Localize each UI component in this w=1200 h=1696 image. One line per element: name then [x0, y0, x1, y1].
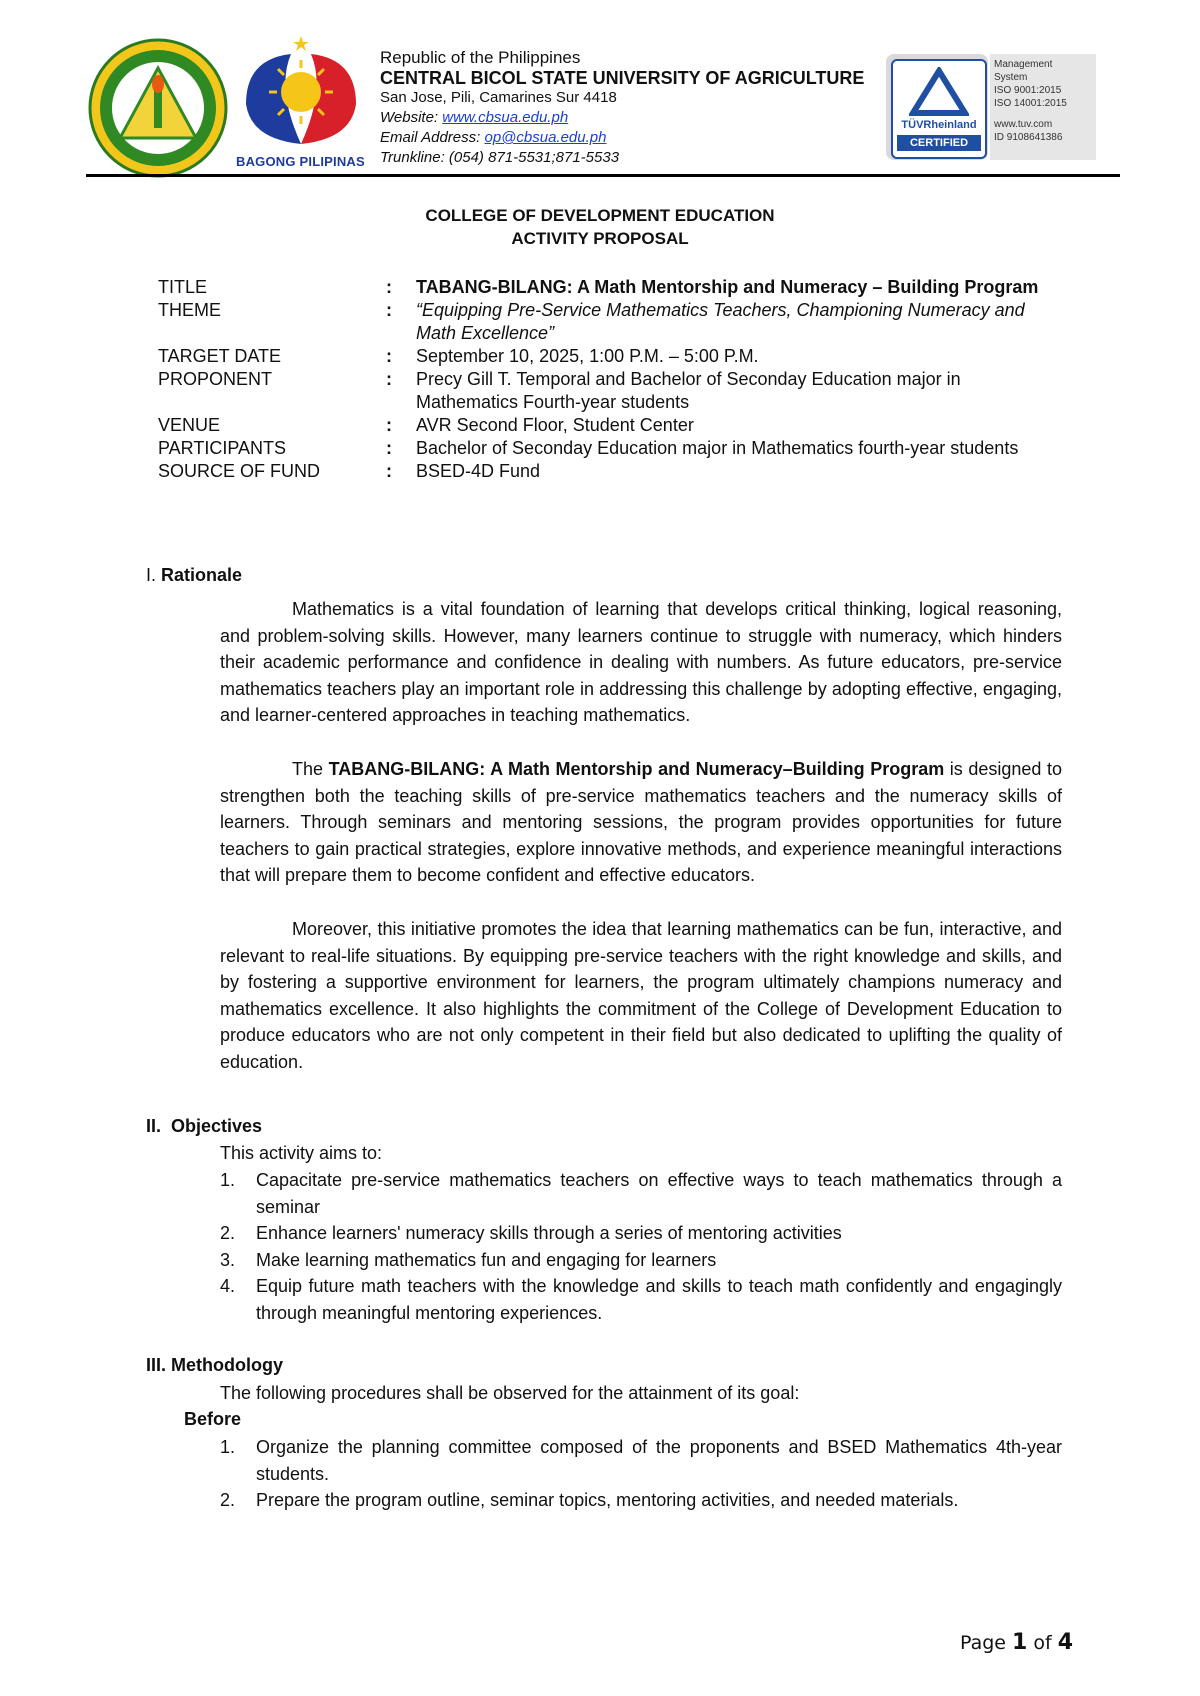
tuv-triangle-icon	[909, 67, 969, 117]
rationale-p2-post: is designed to strengthen both the teaching skills of pre-service mathematics teachers and the numeracy skills of learners. Through seminars and mentoring sessions, the program provides opportunities for future teachers to gain practical strategies, explore innovative methods, and experience meaningful interactions that will prepare them to become confident and effective educators.	[220, 759, 1062, 886]
page-current: 1	[1012, 1630, 1028, 1655]
rationale-heading-text: Rationale	[161, 565, 243, 585]
list-number: 2.	[220, 1490, 236, 1511]
list-number: 2.	[220, 1223, 236, 1244]
page-total: 4	[1057, 1630, 1074, 1655]
page-number	[960, 1630, 1073, 1655]
list-number: 1.	[220, 1170, 236, 1190]
tuv-certified: CERTIFIED	[897, 135, 981, 151]
info-label: VENUE	[158, 415, 221, 435]
info-row-title	[158, 276, 1058, 299]
list-item	[220, 1273, 1062, 1326]
list-item	[220, 1220, 1062, 1247]
rationale-paragraph-2	[220, 756, 1062, 889]
info-row-venue	[158, 414, 1058, 437]
list-text: Prepare the program outline, seminar topics, mentoring activities, and needed materials.	[256, 1490, 959, 1511]
rationale-paragraph-1: Mathematics is a vital foundation of learning that develops critical thinking, logical reasoning, and problem-solving skills. However, many learners continue to struggle with numeracy, which hinders their academic performance and confidence in dealing with numbers. As future educators, pre-service mathematics teachers play an important role in addressing this challenge by adopting effective, engaging, and learner-centered approaches in teaching mathematics.	[220, 599, 1062, 726]
cert-system: System	[994, 72, 1028, 83]
list-text: Enhance learners' numeracy skills through a series of mentoring activities	[256, 1223, 842, 1244]
objectives-intro: This activity aims to:	[220, 1143, 383, 1163]
page-of: of	[1027, 1632, 1058, 1654]
website-line	[380, 108, 880, 128]
methodology-intro: The following procedures shall be observed for the attainment of its goal:	[220, 1383, 800, 1403]
info-label: PROPONENT	[158, 369, 273, 389]
info-label: TITLE	[158, 277, 208, 297]
methodology-before-list	[220, 1434, 1062, 1514]
info-colon: :	[386, 277, 392, 297]
info-value: BSED-4D Fund	[416, 461, 541, 481]
info-row-source-of-fund	[158, 460, 1058, 483]
info-value: September 10, 2025, 1:00 P.M. – 5:00 P.M.	[416, 346, 759, 366]
proposal-title: ACTIVITY PROPOSAL	[511, 229, 689, 248]
list-item	[220, 1247, 1062, 1274]
info-colon: :	[386, 346, 392, 366]
methodology-heading: III. Methodology	[146, 1355, 283, 1375]
list-item	[220, 1487, 1062, 1514]
university-header	[380, 48, 880, 168]
email-label: Email Address:	[380, 129, 485, 146]
university-address: San Jose, Pili, Camarines Sur 4418	[380, 89, 617, 106]
email-line	[380, 128, 880, 148]
info-row-proponent	[158, 368, 1058, 414]
website-link[interactable]: www.cbsua.edu.ph	[442, 109, 569, 126]
info-colon: :	[386, 461, 392, 481]
info-value: AVR Second Floor, Student Center	[416, 415, 694, 435]
info-label: TARGET DATE	[158, 346, 282, 366]
bagong-pilipinas-text: BAGONG PILIPINAS	[236, 154, 365, 169]
trunkline: Trunkline: (054) 871-5531;871-5533	[380, 149, 620, 166]
list-number: 4.	[220, 1276, 236, 1297]
college-title: COLLEGE OF DEVELOPMENT EDUCATION	[425, 206, 775, 225]
before-subheading: Before	[184, 1409, 242, 1429]
university-seal-logo	[88, 38, 228, 178]
info-value: “Equipping Pre-Service Mathematics Teachers, Championing Numeracy and Math Excellence”	[416, 300, 1025, 343]
info-row-participants	[158, 437, 1058, 460]
rationale-p2-program-name: TABANG-BILANG: A Math Mentorship and Numeracy–Building Program	[328, 759, 945, 779]
info-value: TABANG-BILANG: A Math Mentorship and Numeracy – Building Program	[416, 277, 1039, 297]
objectives-heading: II. Objectives	[146, 1116, 263, 1136]
republic-text: Republic of the Philippines	[380, 48, 581, 67]
email-link[interactable]: op@cbsua.edu.ph	[484, 129, 607, 146]
tuv-name: TÜVRheinland	[901, 119, 977, 131]
proposal-info-table	[158, 276, 1058, 483]
page-label: Page	[960, 1632, 1013, 1654]
cert-site: www.tuv.com	[994, 119, 1053, 130]
info-row-target-date	[158, 345, 1058, 368]
cert-management: Management	[994, 59, 1053, 70]
info-colon: :	[386, 438, 392, 458]
info-value: Bachelor of Seconday Education major in Mathematics fourth-year students	[416, 438, 1019, 458]
info-label: SOURCE OF FUND	[158, 461, 320, 481]
university-name: CENTRAL BICOL STATE UNIVERSITY OF AGRICULTURE	[380, 68, 865, 88]
rationale-heading-num: I.	[146, 565, 162, 585]
rationale-p2-pre: The	[292, 759, 329, 779]
info-colon: :	[386, 415, 392, 435]
website-label: Website:	[380, 109, 443, 126]
objectives-list	[220, 1167, 1062, 1327]
cert-iso-14001: ISO 14001:2015	[994, 98, 1067, 109]
rationale-paragraph-3: Moreover, this initiative promotes the idea that learning mathematics can be fun, interactive, and relevant to real-life situations. By equipping pre-service teachers with the right knowledge and skills, and by fostering a supportive environment for learners, the program ultimately champions numeracy and mathematics excellence. It also highlights the commitment of the College of Development Education to produce educators who are not only competent in their field but also dedicated to uplifting the quality of education.	[220, 919, 1062, 1072]
info-colon: :	[386, 369, 392, 389]
info-label: THEME	[158, 300, 221, 320]
info-label: PARTICIPANTS	[158, 438, 287, 458]
cert-iso-9001: ISO 9001:2015	[994, 85, 1062, 96]
list-item	[220, 1434, 1062, 1487]
list-text: Make learning mathematics fun and engaging for learners	[256, 1249, 717, 1270]
list-text: Capacitate pre-service mathematics teachers on effective ways to teach mathematics through a seminar	[256, 1170, 1062, 1217]
list-number: 1.	[220, 1437, 236, 1457]
info-row-theme	[158, 299, 1058, 345]
list-item	[220, 1167, 1062, 1220]
bagong-pilipinas-logo	[236, 34, 366, 174]
list-number: 3.	[220, 1249, 236, 1270]
tuv-certification-badge	[886, 54, 1096, 162]
list-text: Organize the planning committee composed of the proponents and BSED Mathematics 4th-year students.	[256, 1437, 1062, 1484]
info-colon: :	[386, 300, 392, 320]
list-text: Equip future math teachers with the knowledge and skills to teach math confidently and engagingly through meaningful mentoring experiences.	[256, 1276, 1062, 1323]
rationale-heading	[146, 563, 242, 587]
header-divider	[86, 174, 1120, 177]
cert-id: ID 9108641386	[994, 132, 1063, 143]
info-value: Precy Gill T. Temporal and Bachelor of Seconday Education major in Mathematics Fourth-year students	[416, 369, 961, 412]
